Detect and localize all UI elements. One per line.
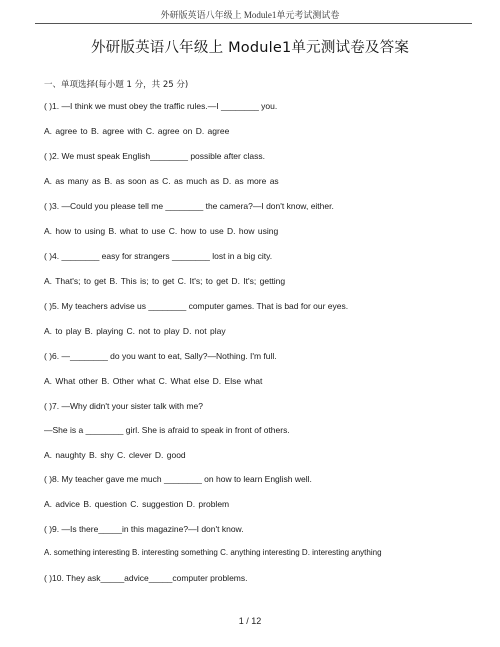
running-header: 外研版英语八年级上 Module1单元考试测试卷	[160, 10, 340, 20]
options-3: A. how to using B. what to use C. how to use D. how using	[44, 226, 279, 236]
question-4: ( )4. ________ easy for strangers ________ lost in a big city.	[44, 251, 273, 261]
page-number: 1 / 12	[238, 616, 262, 626]
question-2: ( )2. We must speak English________ possible after class.	[44, 151, 265, 161]
options-1: A. agree to B. agree with C. agree on D. agree	[44, 126, 230, 136]
options-5: A. to play B. playing C. not to play D. not play	[44, 326, 226, 336]
section-heading: 一、单项选择(每小题 1 分，共 25 分)	[44, 80, 189, 90]
options-4: A. That's; to get B. This is; to get C. It's; to get D. It's; getting	[44, 276, 286, 286]
document-title: 外研版英语八年级上 Module1单元测试卷及答案	[90, 40, 410, 56]
question-9: ( )9. —Is there_____in this magazine?—I don't know.	[44, 524, 244, 534]
question-1: ( )1. —I think we must obey the traffic rules.—I ________ you.	[44, 101, 278, 111]
options-9: A. something interesting B. interesting something C. anything interesting D. interesting anything	[44, 548, 382, 557]
question-7: ( )7. —Why didn't your sister talk with me?	[44, 401, 203, 411]
question-7-continuation: —She is a ________ girl. She is afraid to speak in front of others.	[44, 425, 290, 435]
options-7: A. naughty B. shy C. clever D. good	[44, 450, 186, 460]
header-rule	[35, 23, 472, 24]
question-8: ( )8. My teacher gave me much ________ on how to learn English well.	[44, 474, 312, 484]
options-8: A. advice B. question C. suggestion D. problem	[44, 499, 230, 509]
question-10: ( )10. They ask_____advice_____computer problems.	[44, 573, 248, 583]
options-2: A. as many as B. as soon as C. as much as D. as more as	[44, 176, 279, 186]
question-5: ( )5. My teachers advise us ________ computer games. That is bad for our eyes.	[44, 301, 349, 311]
options-6: A. What other B. Other what C. What else D. Else what	[44, 376, 263, 386]
question-3: ( )3. —Could you please tell me ________ the camera?—I don't know, either.	[44, 201, 334, 211]
question-6: ( )6. —________ do you want to eat, Sally?—Nothing. I'm full.	[44, 351, 277, 361]
